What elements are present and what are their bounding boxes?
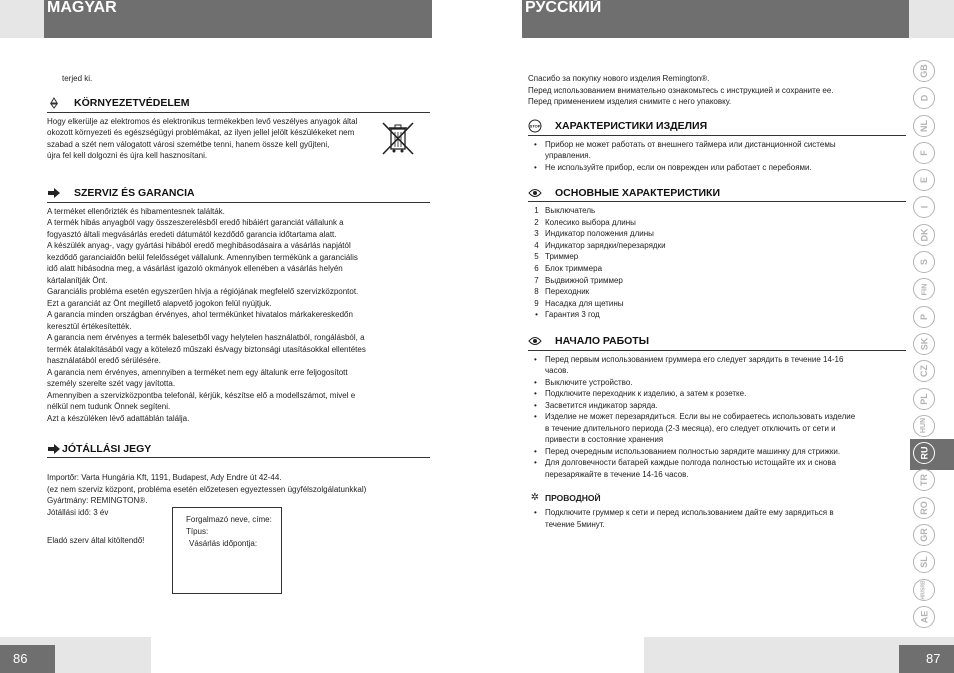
env-line-4: újra fel kell dolgozni és újra kell hasznosítani. <box>47 151 208 160</box>
service-text <box>47 206 430 425</box>
tab-ru[interactable]: RU <box>913 442 935 464</box>
service-line: nélkül nem tudunk Önnek segíteni. <box>47 402 171 411</box>
service-line: A garancia minden országban érvényes, ahol termékünket hivatalos márkakereskedőn <box>47 310 353 319</box>
start-item: • Подключите переходник к изделию, а затем к розетке. <box>528 388 906 400</box>
list-item: 5 Триммер <box>534 252 579 262</box>
tab-s[interactable]: S <box>913 251 935 273</box>
service-line: fogyasztó általi megvásárlás eredeti dátumától kezdődő garancia időtartama alatt. <box>47 229 337 239</box>
tab-gr[interactable]: GR <box>913 524 935 546</box>
right-intro-1: Спасибо за покупку нового изделия Remington®. <box>528 74 710 83</box>
tab-tr[interactable]: TR <box>913 469 935 491</box>
left-intro: terjed ki. <box>62 74 93 83</box>
list-item: • Гарантия 3 год <box>535 310 600 320</box>
service-line: használatából eredő sérülésére. <box>47 356 161 365</box>
start-item: • Засветится индикатор заряда. <box>528 400 906 412</box>
recycle-icon <box>47 97 61 109</box>
features-item: • Не используйте прибор, если он поврежден или работает с перебоями. <box>528 162 906 174</box>
service-section-title: SZERVIZ ÉS GARANCIA <box>47 187 430 203</box>
service-line: Amennyiben a szervizközpontba telefonál, kérjük, készítse elő a modellszámot, mivel e <box>47 390 356 400</box>
main-list <box>528 205 906 321</box>
stop-icon <box>528 120 542 132</box>
warranty-seller: Eladó szerv által kitöltendő! <box>47 536 145 545</box>
right-header-title: РУССКИЙ <box>525 0 602 16</box>
start-item: • Изделие не может перезарядиться. Если вы не собираетесь использовать изделие в течение длительного периода (2-3 месяца), его следует отключить от сети и привести в состояние хранения <box>528 411 906 446</box>
start-item: • Перед первым использованием груммера его следует зарядить в течение 14-16 часов. <box>528 354 906 377</box>
warranty-period: Jótállási idő: 3 év <box>47 507 109 517</box>
language-tabs <box>912 60 936 633</box>
tab-e[interactable]: E <box>913 169 935 191</box>
list-item: 9 Насадка для щетины <box>534 298 624 308</box>
tab-sl[interactable]: SL <box>913 551 935 573</box>
tab-ro[interactable]: RO <box>913 497 935 519</box>
list-item: 8 Переходник <box>534 287 590 297</box>
crossed-bin-icon <box>380 120 416 156</box>
service-line: A garancia nem érvényes a termék balesetből vagy helytelen használatból, rongálásból, a <box>47 333 365 342</box>
tab-ae[interactable]: AE <box>913 606 935 628</box>
tab-dk[interactable]: DK <box>913 224 935 246</box>
main-section-title: ОСНОВНЫЕ ХАРАКТЕРИСТИКИ <box>528 186 906 202</box>
list-item: 2 Колесико выбора длины <box>534 217 636 227</box>
sun-icon: ✲ <box>530 492 540 504</box>
warranty-fill-box <box>172 507 282 594</box>
arrow-right-icon <box>47 187 61 199</box>
service-line: Ezt a garanciát az Önt megillető alapvető jogokon felül nyújtjuk. <box>47 298 272 308</box>
right-intro-2: Перед использованием внимательно ознакомьтесь с инструкцией и сохраните ее. <box>528 85 834 95</box>
service-line: Azt a készüléken lévő adattáblán találja. <box>47 413 190 423</box>
left-page-number: 86 <box>0 645 55 673</box>
tab-pl[interactable]: PL <box>913 388 935 410</box>
right-header <box>522 0 909 38</box>
tab-cz[interactable]: CZ <box>913 360 935 382</box>
tab-sk[interactable]: SK <box>913 333 935 355</box>
env-line-3: szabad a szét nem válogatott városi szemétbe tenni, hanem össze kell gyűjteni, <box>47 139 330 149</box>
service-line: kártalanítják Önt. <box>47 275 108 285</box>
wired-item: • Подключите груммер к сети и перед использованием дайте ему зарядиться в течение 5минут. <box>528 507 906 530</box>
eye-icon <box>528 335 542 347</box>
service-line: A készülék anyag-, vagy gyártási hibából eredő meghibásodásaira a vásárlás napjától <box>47 241 351 250</box>
service-line: A termék hibás anyagból vagy összeszerelésből eredő hibáiért garanciát vállalunk a <box>47 218 344 227</box>
tab-d[interactable]: D <box>913 87 935 109</box>
list-item: 4 Индикатор зарядки/перезарядки <box>534 240 666 250</box>
right-page-number: 87 <box>899 645 954 673</box>
arrow-right-icon <box>47 443 61 455</box>
tab-gb[interactable]: GB <box>913 60 935 82</box>
warranty-note: (ez nem szerviz központ, probléma esetén előzetesen egyeztessen ügyfélszolgálatunkkal) <box>47 484 367 494</box>
tab-hun[interactable]: HUN <box>913 415 935 437</box>
box-line-1: Forgalmazó neve, címe: <box>186 515 272 524</box>
warranty-manufacturer: Gyártmány: REMINGTON®. <box>47 496 148 505</box>
service-line: keresztül értékesítették. <box>47 321 132 331</box>
service-line: kezdődő garanciaidőn belül felelősséget vállalunk. Amennyiben termékünk a garanciális <box>47 252 358 262</box>
box-line-3: Vásárlás időpontja: <box>189 539 258 548</box>
features-section-title: STOP ХАРАКТЕРИСТИКИ ИЗДЕЛИЯ <box>528 120 906 136</box>
warranty-importer: Importőr: Varta Hungária Kft, 1191, Budapest, Ady Endre út 42-44. <box>47 473 282 482</box>
list-item: 6 Блок триммера <box>534 263 603 273</box>
env-line-2: okozott környezeti és egészségügyi problémákat, az ilyen jellel jelölt készülékeket nem <box>47 128 355 137</box>
service-line: Garanciális probléma esetén egyszerűen hívja a régiójának megfelelő szervizközpontot. <box>47 287 359 296</box>
right-column <box>528 73 906 530</box>
list-item: 7 Выдвижной триммер <box>534 275 623 285</box>
features-item: • Прибор не может работать от внешнего таймера или дистанционной системы управления. <box>528 139 906 162</box>
right-intro-3: Перед применением изделия снимите с него упаковку. <box>528 97 732 106</box>
warranty-section-title: JÓTÁLLÁSI JEGY <box>47 442 430 458</box>
env-line-1: Hogy elkerülje az elektromos és elektronikus termékekben levő veszélyes anyagok által <box>47 116 358 126</box>
tab-hr-srb[interactable]: HR/SRB <box>913 579 935 601</box>
start-item: • Для долговечности батарей каждые полгода полностью истощайте их и снова перезаряжайте в течение 14-16 часов. <box>528 457 906 480</box>
list-item: 1 Выключатель <box>534 206 596 215</box>
tab-p[interactable]: P <box>913 306 935 328</box>
tab-nl[interactable]: NL <box>913 115 935 137</box>
left-header <box>44 0 432 38</box>
service-line: idő alatt hibásodna meg, a vásárlást igazoló okmányok ellenében a vásárlás helyén <box>47 264 343 273</box>
tab-fin[interactable]: FIN <box>913 278 935 300</box>
service-line: A garancia nem érvényes, amennyiben a terméket nem egy általunk erre feljogosított <box>47 367 348 377</box>
start-section-title: НАЧАЛО РАБОТЫ <box>528 335 906 351</box>
tab-f[interactable]: F <box>913 142 935 164</box>
env-section-title: KÖRNYEZETVÉDELEM <box>47 97 430 113</box>
service-line: A terméket ellenőrizték és hibamentesnek találták. <box>47 206 225 216</box>
left-header-title: MAGYAR <box>47 0 117 16</box>
tab-i[interactable]: I <box>913 196 935 218</box>
service-line: személy szerelte szét vagy javította. <box>47 379 176 388</box>
start-item: • Перед очередным использованием полностью зарядите машинку для стрижки. <box>528 446 906 458</box>
wired-section-title: ✲ ПРОВОДНОЙ <box>528 492 906 503</box>
box-line-2: Típus: <box>186 527 209 536</box>
start-item: • Выключите устройство. <box>528 377 906 389</box>
left-column <box>47 73 430 547</box>
list-item: 3 Индикатор положения длины <box>534 229 654 239</box>
eye-icon <box>528 187 542 199</box>
service-line: termék átalakításából vagy a kötelező műszaki és/vagy biztonsági utasításokkal ellentétes <box>47 344 366 354</box>
svg-text:STOP: STOP <box>529 123 541 129</box>
